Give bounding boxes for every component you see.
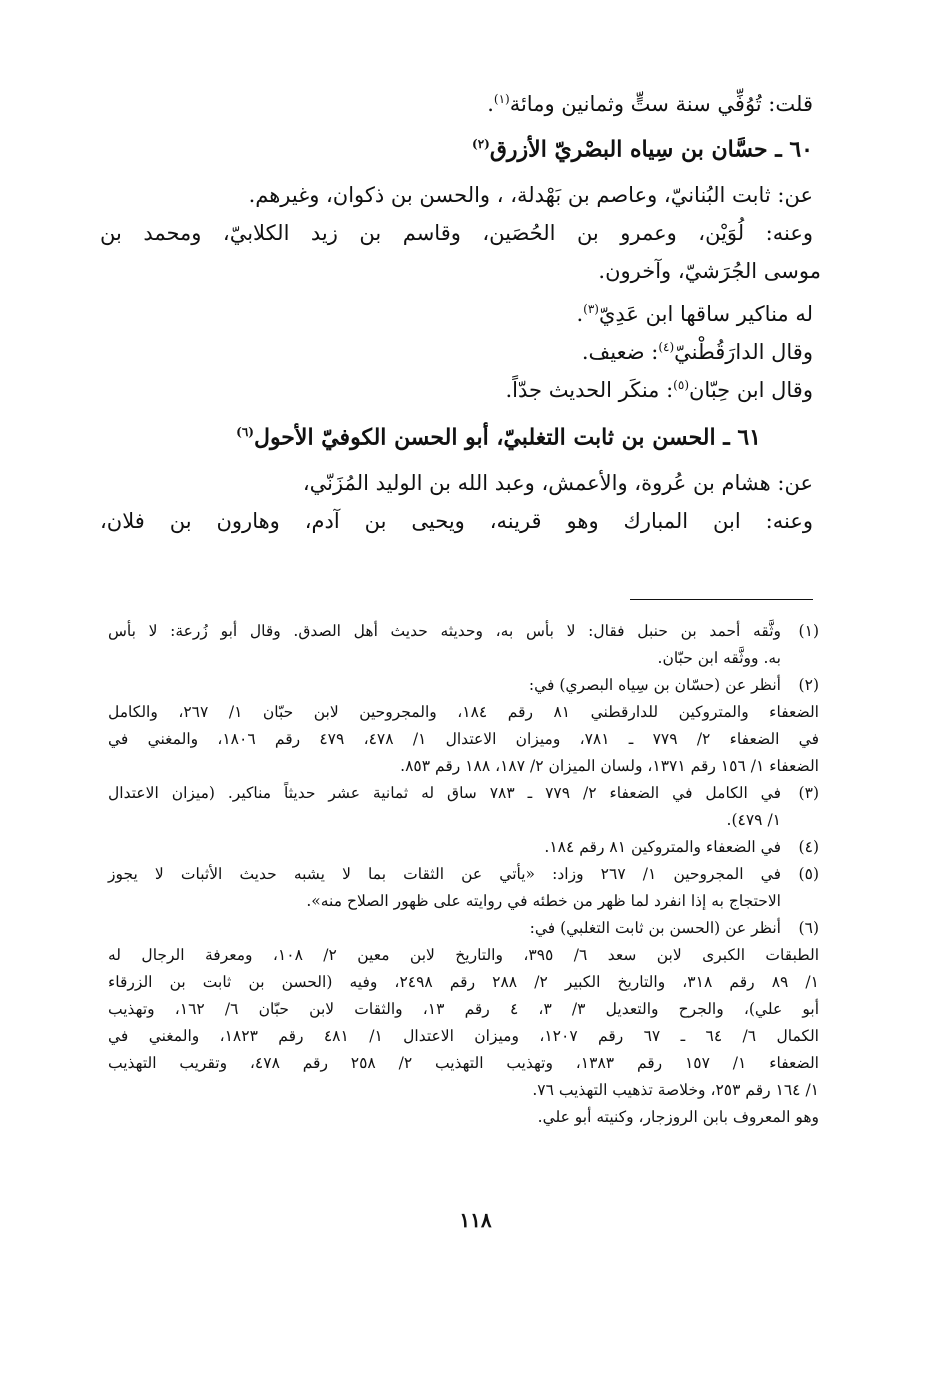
footnote-1	[108, 618, 819, 672]
narrators-text: موسى الجُرَشيّ، وآخرون.	[598, 259, 821, 283]
footnote-ref: (٢)	[472, 137, 490, 151]
punctuation: .	[487, 92, 494, 116]
punctuation: .	[576, 302, 584, 326]
footnote-line: الكمال ٦/ ٦٤ ـ ٦٧ رقم ١٢٠٧، وميزان الاعتدال ١/ ٤٨١ رقم ١٨٢٣، والمغني في	[108, 1027, 819, 1045]
entry-60-manakir	[100, 290, 813, 328]
footnote-3	[108, 780, 819, 834]
footnote-line: وثَّقه أحمد بن حنبل فقال: لا بأس به، وحديثه حديث أهل الصدق. وقال أبو زُرعة: لا بأس	[108, 622, 781, 640]
manakir-text: له مناكير ساقها ابن عَدِيّ	[598, 302, 813, 326]
footnote-line: ١/ ٤٧٩).	[726, 811, 781, 829]
footnote-line: في الضعفاء ٢/ ٧٧٩ ـ ٧٨١، وميزان الاعتدال ١/ ٤٧٨، ٤٧٩ رقم ١٨٠٦، والمغني في	[108, 730, 819, 748]
footnote-5	[108, 861, 819, 915]
footnote-line: أنظر عن (حسّان بن سِياه البصري) في:	[528, 676, 781, 694]
footnote-line: في الكامل في الضعفاء ٢/ ٧٧٩ ـ ٧٨٣ ساق له ثمانية عشر حديثاً مناكير. (ميزان الاعتدال	[108, 784, 781, 802]
footnote-line: وهو المعروف بابن الروزجار، وكنيته أبو علي.	[537, 1108, 819, 1126]
entry-61-title: ٦١ ـ الحسن بن ثابت التغلبيّ، أبو الحسن الكوفيّ الأحول	[253, 424, 761, 451]
footnote-line: الضعفاء ١/ ١٥٧ رقم ١٣٨٣، وتهذيب التهذيب ٢/ ٢٥٨ رقم ٤٧٨، وتقريب التهذيب	[108, 1054, 819, 1072]
footnotes	[108, 618, 819, 1131]
footnote-line: الضعفاء ١/ ١٥٦ رقم ١٣٧١، ولسان الميزان ٢/ ١٨٧، ١٨٨ رقم ٨٥٣.	[400, 757, 819, 775]
footnote-line: أبو علي)، والجرح والتعديل ٣/ ٣، ٤ رقم ١٣، والثقات لابن حبّان ٦/ ١٦٢، وتهذيب	[108, 1000, 820, 1018]
footnote-4	[108, 834, 819, 861]
footnote-6	[108, 915, 819, 1131]
entry-60-narrated-from	[100, 176, 813, 214]
footnote-2	[108, 672, 819, 780]
footnote-line: ١/ ٨٩ رقم ٣١٨، والتاريخ الكبير ٢/ ٢٨٨ رقم ٢٤٩٨، وفيه (الحسن بن ثابت بن الزرقاء	[108, 973, 819, 991]
footnote-number: (٥)	[798, 865, 819, 883]
footnote-line: أنظر عن (الحسن بن ثابت التغلبي) في:	[529, 919, 781, 937]
footnote-line: في الضعفاء والمتروكين ٨١ رقم ١٨٤.	[544, 838, 781, 856]
footnote-ref: (٣)	[583, 302, 599, 316]
footnote-ref: (٥)	[673, 378, 689, 392]
footnote-number: (١)	[798, 622, 819, 640]
daraqutni-text: وقال الدارَقُطْنيّ	[674, 340, 813, 364]
narrated-from-text: عن: هشام بن عُروة، والأعمش، وعبد الله بن الوليد المُزَنّي،	[302, 471, 813, 495]
footnote-number: (٤)	[798, 838, 819, 856]
footnote-line: الاحتجاج به إذا انفرد لما ظهر من خطئه في روايته على ظهور الصلاح منه».	[306, 892, 781, 910]
entry-60-narrators-line2	[100, 252, 821, 290]
footnote-separator	[630, 599, 813, 600]
entry-60-heading	[100, 122, 813, 172]
main-text	[100, 80, 821, 540]
entry-60-daraqutni	[100, 328, 813, 366]
footnote-number: (٢)	[798, 676, 819, 694]
footnote-number: (٦)	[798, 919, 819, 937]
narrators-text: وعنه: لُوَيْن، وعمرو بن الحُصَين، وقاسم بن زيد الكلابيّ، ومحمد بن	[100, 221, 813, 245]
entry-61-narrators	[100, 502, 813, 540]
entry-60-narrators-line1	[100, 214, 813, 252]
footnote-ref: (٤)	[658, 340, 675, 354]
footnote-number: (٣)	[798, 784, 819, 802]
footnote-line: في المجروحين ١/ ٢٦٧ وزاد: «يأتي عن الثقات بما لا يشبه حديث الأثبات لا يجوز	[108, 865, 781, 883]
closing-text: قلت: تُوُفِّي سنة ستٍّ وثمانين ومائة	[509, 92, 813, 116]
closing-line	[100, 80, 813, 120]
narrators-text: وعنه: ابن المبارك وهو قرينه، ويحيى بن آدم، وهارون بن فلان،	[100, 509, 813, 533]
entry-61-heading	[100, 410, 813, 460]
entry-61-narrated-from	[100, 464, 813, 502]
entry-60-title: ٦٠ ـ حسَّان بن سِياه البصْريّ الأزرق	[489, 136, 813, 163]
daraqutni-verdict: : ضعيف.	[581, 340, 659, 364]
footnote-ref: (١)	[493, 92, 510, 106]
footnote-line: الطبقات الكبرى لابن سعد ٦/ ٣٩٥، والتاريخ لابن معين ٢/ ١٠٨، ومعرفة الرجال له	[108, 946, 819, 964]
page-number: ١١٨	[459, 1208, 492, 1232]
footnote-line: به. ووثَّقه ابن حبّان.	[657, 649, 781, 667]
narrated-from-text: عن: ثابت البُنانيّ، وعاصم بن بَهْدلة، ، والحسن بن ذكوان، وغيرهم.	[248, 183, 813, 207]
hibban-text: وقال ابن حِبّان	[689, 378, 813, 402]
footnote-line: الضعفاء والمتروكين للدارقطني ٨١ رقم ١٨٤، والمجروحين لابن حبّان ١/ ٢٦٧، والكامل	[108, 703, 819, 721]
footnote-ref: (٦)	[236, 425, 254, 439]
footnote-line: ١/ ١٦٤ رقم ٢٥٣، وخلاصة تذهيب التهذيب ٧٦.	[532, 1081, 819, 1099]
hibban-verdict: : منكَر الحديث جدّاً.	[505, 378, 674, 402]
entry-60-hibban	[100, 366, 813, 404]
